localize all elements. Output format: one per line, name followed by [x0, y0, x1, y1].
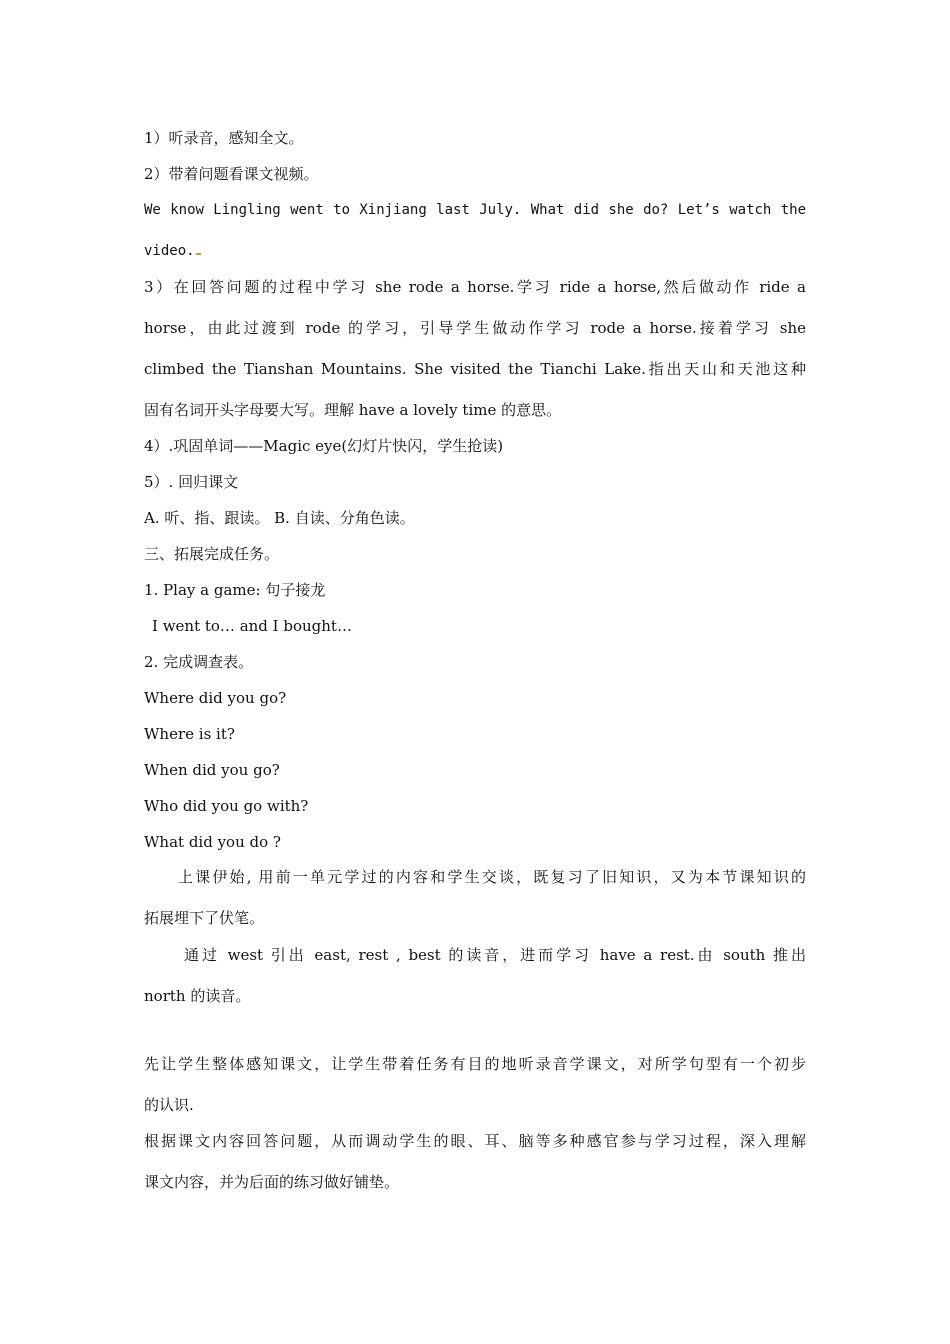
note-3-line-1: 先让学生整体感知课文，让学生带着任务有目的地听录音学课文，对所学句型有一个初步: [144, 1055, 806, 1073]
step-4-line: 4）.巩固单词——Magic eye(幻灯片快闪，学生抢读): [144, 437, 504, 455]
step-3-line-2: horse，由此过渡到 rode 的学习，引导学生做动作学习 rode a horse.接着学习 she: [144, 319, 806, 337]
intro-question-line-end: [144, 241, 806, 261]
survey-question-3: When did you go?: [144, 761, 280, 779]
step-3-line-4: 固有名词开头字母要大写。理解 have a lovely time 的意思。: [144, 401, 562, 419]
step-5-detail: A. 听、指、跟读。 B. 自读、分角色读。: [144, 509, 415, 527]
step-3-line-3: climbed the Tianshan Mountains. She visited the Tianchi Lake.指出天山和天池这种: [144, 360, 806, 378]
survey-question-4: Who did you go with?: [144, 797, 309, 815]
survey-question-2: Where is it?: [144, 725, 235, 743]
edit-mark: [196, 253, 201, 255]
note-1-line-1: 上课伊始, 用前一单元学过的内容和学生交谈，既复习了旧知识，又为本节课知识的: [178, 868, 806, 886]
note-3-line-2: 的认识.: [144, 1096, 194, 1114]
note-4-line-2: 课文内容，并为后面的练习做好铺垫。: [144, 1173, 400, 1191]
step-3-line-1: 3）在回答问题的过程中学习 she rode a horse.学习 ride a horse,然后做动作 ride a: [144, 278, 806, 296]
section-3-heading: 三、拓展完成任务。: [144, 545, 280, 563]
intro-question-line: We know Lingling went to Xinjiang last July. What did she do? Let’s watch the: [144, 202, 806, 218]
step-1-line: 1）听录音，感知全文。: [144, 129, 304, 147]
task-2-line: 2. 完成调查表。: [144, 653, 254, 671]
step-5-line: 5）. 回归课文: [144, 473, 239, 491]
survey-question-1: Where did you go?: [144, 689, 287, 707]
note-4-line-1: 根据课文内容回答问题，从而调动学生的眼、耳、脑等多种感官参与学习过程，深入理解: [144, 1132, 806, 1150]
step-2-line: 2）带着问题看课文视频。: [144, 165, 319, 183]
note-2-line-2: north 的读音。: [144, 987, 251, 1005]
note-2-line-1: 通过 west 引出 east, rest , best 的读音，进而学习 have a rest.由 south 推出: [184, 946, 806, 964]
survey-question-5: What did you do ?: [144, 833, 281, 851]
intro-question-text: video.: [144, 243, 195, 259]
task-1-sentence: I went to… and I bought…: [152, 617, 352, 635]
note-1-line-2: 拓展埋下了伏笔。: [144, 909, 265, 927]
task-1-line: 1. Play a game: 句子接龙: [144, 581, 326, 599]
